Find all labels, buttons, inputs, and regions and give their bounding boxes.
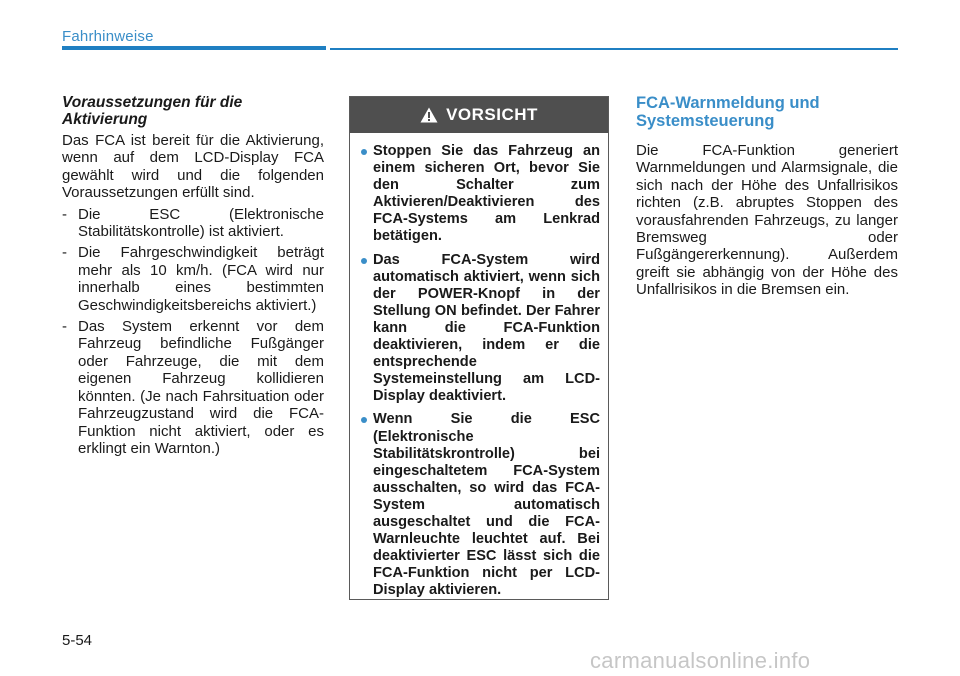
caution-header bbox=[350, 97, 608, 133]
list-item: - Die Fahrgeschwindigkeit beträgt mehr als 10 km/h. (FCA wird nur innerhalb eines bestimmten Geschwindigkeitsbereichs aktiviert.) bbox=[62, 244, 324, 314]
activation-heading: Voraussetzungen für die Aktivierung bbox=[62, 94, 243, 128]
caution-box bbox=[349, 96, 609, 600]
caution-body bbox=[350, 133, 608, 599]
caution-title: VORSICHT bbox=[446, 105, 538, 124]
header-rule-thick bbox=[62, 46, 326, 50]
list-item: Das FCA-System wird automatisch aktiviert, wenn sich der POWER-Knopf in der Stellung ON befindet. Der Fahrer kann die FCA-Funktion deaktivieren, indem er die entsprechende Systemeinstellung am LCD-Display deaktiviert. bbox=[360, 252, 600, 406]
condition-list bbox=[62, 206, 324, 458]
caution-list bbox=[360, 143, 600, 599]
activation-intro: Das FCA ist bereit für die Aktivierung, wenn auf dem LCD-Display FCA gewählt wird und die folgenden Voraussetzungen erfüllt sind. bbox=[62, 132, 324, 202]
list-item: Wenn Sie die ESC (Elektronische Stabilitätskrontrolle) bei eingeschaltetem FCA-System ausschalten, so wird das FCA-System automatisch ausgeschaltet und die FCA-Warnleuchte leuchtet auf. Bei deaktivierter ESC lässt sich die FCA-Funktion nicht per LCD-Display aktivieren. bbox=[360, 411, 600, 599]
list-item: - Das System erkennt vor dem Fahrzeug befindliche Fußgänger oder Fahrzeuge, die mit dem eigenen Fahrzeug kollidieren könnten. (Je nach Fahrsituation oder Fahrzeugzustand wird die FCA-Funktion nicht aktiviert, oder es erklingt ein Warnton.) bbox=[62, 318, 324, 457]
list-item: Stoppen Sie das Fahrzeug an einem sicheren Ort, bevor Sie den Schalter zum Aktivieren/Deaktivieren des FCA-Systems am Lenkrad betätigen. bbox=[360, 143, 600, 246]
warning-triangle-icon bbox=[420, 107, 438, 123]
warning-control-heading: FCA-Warnmeldung und Systemsteuerung bbox=[636, 94, 820, 130]
warning-control-body: Die FCA-Funktion generiert Warnmeldungen und Alarmsignale, die sich nach der Höhe des Unfallrisikos richten (z.B. abruptes Stoppen des vorausfahrenden Fahrzeugs, zu langer Bremsweg oder Fußgängererkennung). Außerdem greift sie abhängig von der Höhe des Unfallrisikos in die Bremsen ein. bbox=[636, 142, 898, 299]
page-number: 5-54 bbox=[62, 632, 93, 649]
section-title: Fahrhinweise bbox=[62, 28, 154, 45]
left-column bbox=[62, 94, 324, 461]
list-item: - Die ESC (Elektronische Stabilitätskontrolle) ist aktiviert. bbox=[62, 206, 324, 241]
right-column bbox=[636, 94, 898, 299]
header-rule-thin bbox=[330, 48, 898, 50]
watermark: carmanualsonline.info bbox=[590, 648, 811, 673]
